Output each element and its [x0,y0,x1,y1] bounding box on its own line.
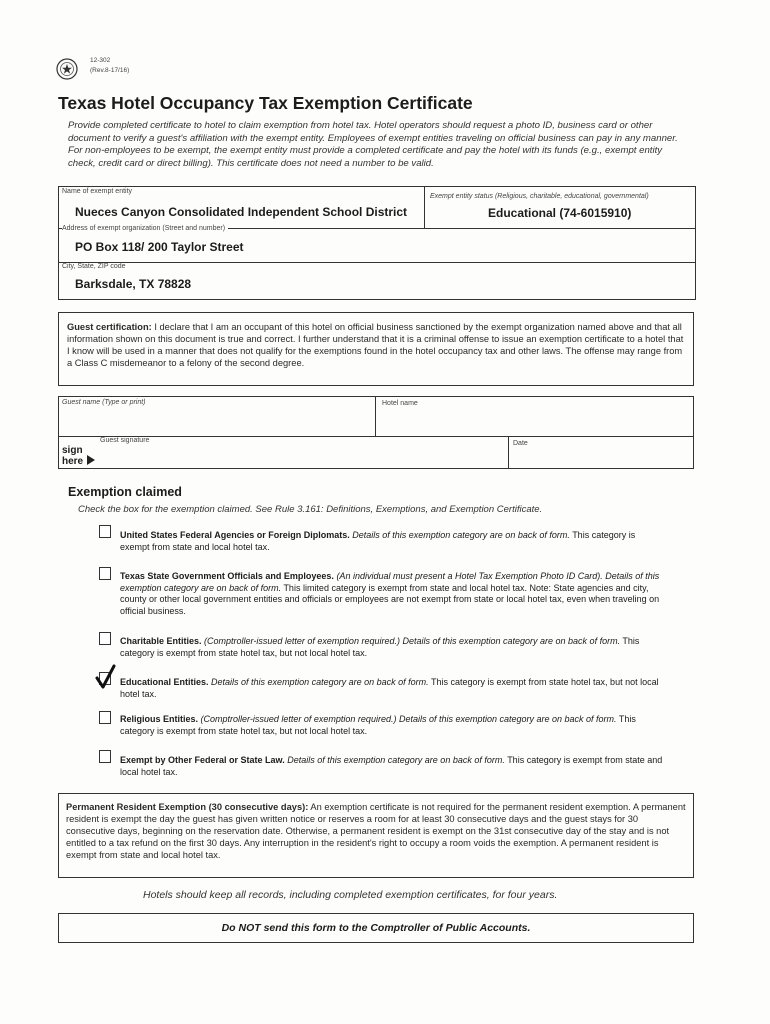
category-educational-entities: Educational Entities. Details of this exemption category are on back of form. This category is exempt from state hotel tax, but not local hotel tax. [120,677,659,699]
entity-name-field[interactable]: Nueces Canyon Consolidated Independent School District [75,205,408,219]
permanent-resident-section [66,801,688,861]
form-revision: (Rev.8-17/16) [90,67,130,74]
entity-address-label: Address of exempt organization (Street and number) [62,225,228,232]
category-religious-entities: Religious Entities. (Comptroller-issued letter of exemption required.) Details of this exemption category are on back of form. This category is exempt from state hotel tax, but not local hotel tax. [120,714,636,736]
checkmark-icon [95,664,117,695]
entity-status-field[interactable]: Educational (74-6015910) [488,206,632,220]
exemption-instruction: Check the box for the exemption claimed. See Rule 3.161: Definitions, Exemptions, and Exemption Certificate. [78,504,543,515]
category-state-officials: Texas State Government Officials and Employees. (An individual must present a Hotel Tax Exemption Photo ID Card). Details of this exemption category are on back of form. This limited category is exempt from state and local hotel tax. Note: State agencies and city, county or other local government entities and officials or employees are not exempt from state or local hotel tax, even when traveling on official business. [120,571,660,616]
permanent-resident-title: Permanent Resident Exemption (30 consecutive days): [66,802,309,812]
intro-paragraph: Provide completed certificate to hotel to claim exemption from hotel tax. Hotel operators should request a photo ID, business card or other document to verify a guest's affiliation with the exempt entity. Employees of exempt entities traveling on official business can pay in any manner. For non-employees to be exempt, the exempt entity must provide a completed certificate and pay the hotel with its funds (e.g., exempt entity check, credit card or direct billing). This certificate does not need a number to be valid. [68,120,678,169]
form-number: 12-302 [90,57,111,64]
guest-name-field[interactable] [62,410,370,434]
form-title: Texas Hotel Occupancy Tax Exemption Certificate [58,93,473,113]
entity-city-label: City, State, ZIP code [62,263,126,270]
guest-signature-label: Guest signature [100,437,150,444]
hotel-name-field[interactable] [380,410,690,434]
hotel-name-label: Hotel name [382,400,418,407]
guest-certification-title: Guest certification: [67,322,152,332]
checkbox-religious-entities[interactable] [99,711,111,724]
entity-status-label: Exempt entity status (Religious, charitable, educational, governmental) [430,193,649,200]
guest-name-label: Guest name (Type or print) [62,399,146,406]
permanent-resident-text: An exemption certificate is not required for the permanent resident exemption. A permanent resident is exempt the day the guest has given written notice or reserves a room for at least 30 consecutive days and the guest stays for 30 consecutive days, beginning on the reservation date. Otherwise, a permanent resident is exempt on the 31st consecutive day of the stay and is not entitled to a tax refund on the first 30 days. Any interruption in the resident's right to occupy a room voids the exemption. A permanent resident is exempt from state and local hotel tax. [66,802,686,860]
records-note: Hotels should keep all records, including completed exemption certificates, for four years. [143,889,558,901]
checkbox-charitable-entities[interactable] [99,632,111,645]
sign-here-arrow-icon [87,452,95,470]
category-federal-agencies: United States Federal Agencies or Foreign Diplomats. Details of this exemption category are on back of form. This category is exempt from state and local hotel tax. [120,530,636,552]
date-label: Date [513,440,528,447]
guest-certification [67,321,687,369]
sign-here-label: sign here [62,445,84,467]
guest-signature-field[interactable] [95,446,503,467]
checkbox-other-law[interactable] [99,750,111,763]
footer-note: Do NOT send this form to the Comptroller of Public Accounts. [221,922,531,934]
entity-city-field[interactable]: Barksdale, TX 78828 [75,277,192,291]
checkbox-state-officials[interactable] [99,567,111,580]
category-charitable-entities: Charitable Entities. (Comptroller-issued letter of exemption required.) Details of this exemption category are on back of form. This category is exempt from state hotel tax, but not local hotel tax. [120,636,640,658]
entity-name-label: Name of exempt entity [62,188,133,195]
category-other-law: Exempt by Other Federal or State Law. Details of this exemption category are on back of form. This category is exempt from state and local hotel tax. [120,755,663,777]
guest-certification-text: I declare that I am an occupant of this hotel on official business sanctioned by the exempt organization named above and that all information shown on this document is true and correct. I further understand that it is a criminal offense to issue an exemption certificate to a hotel that I know will be used in a manner that does not qualify for the exemptions found in the hotel occupancy tax and other laws. The offense may range from a Class C misdemeanor to a felony of the second degree. [67,322,684,368]
exemption-heading: Exemption claimed [68,485,182,499]
checkbox-federal-agencies[interactable] [99,525,111,538]
entity-address-field[interactable]: PO Box 118/ 200 Taylor Street [75,240,244,254]
date-field[interactable] [512,448,690,467]
comptroller-seal-icon [56,58,78,85]
